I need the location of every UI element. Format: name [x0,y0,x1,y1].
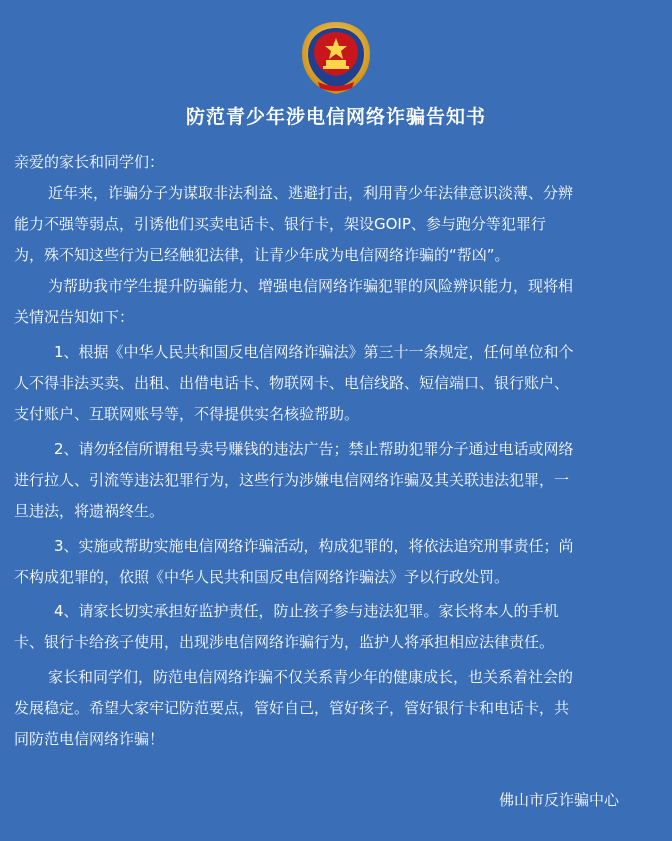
signature: 佛山市反诈骗中心 [499,791,620,809]
paragraph-intro [14,178,573,271]
paragraph-line: 同防范电信网络诈骗！ [14,730,165,748]
paragraph-line: 4、请家长切实承担好监护责任，防止孩子参与违法犯罪。家长将本人的手机 [54,602,559,620]
paragraph-item-3 [14,531,574,593]
paragraph-line: 近年来，诈骗分子为谋取非法利益、逃避打击，利用青少年法律意识淡薄、分辨 [48,184,574,202]
paragraph-line: 关情况告知如下： [14,308,135,326]
paragraph-line: 不构成犯罪的，依照《中华人民共和国反电信网络诈骗法》予以行政处罚。 [14,568,510,586]
police-emblem-icon [296,18,376,98]
paragraph-line: 卡、银行卡给孩子使用，出现涉电信网络诈骗行为，监护人将承担相应法律责任。 [14,633,555,651]
paragraph-line: 2、请勿轻信所谓租号卖号赚钱的违法广告；禁止帮助犯罪分子通过电话或网络 [54,440,574,458]
paragraph-purpose [14,271,573,333]
paragraph-line: 旦违法，将遗祸终生。 [14,502,165,520]
paragraph-line: 支付账户、互联网账号等，不得提供实名核验帮助。 [14,405,360,423]
paragraph-item-2 [14,434,574,527]
paragraph-line: 人不得非法买卖、出租、出借电话卡、物联网卡、电信线路、短信端口、银行账户、 [14,374,570,392]
paragraph-line: 发展稳定。希望大家牢记防范要点，管好自己，管好孩子，管好银行卡和电话卡，共 [14,699,570,717]
paragraph-line: 能力不强等弱点，引诱他们买卖电话卡、银行卡，架设GOIP、参与跑分等犯罪行 [14,215,546,233]
emblem-container [0,18,672,98]
paragraph-item-1 [14,337,574,430]
paragraph-line: 3、实施或帮助实施电信网络诈骗活动，构成犯罪的，将依法追究刑事责任；尚 [54,537,574,555]
paragraph-line: 为帮助我市学生提升防骗能力、增强电信网络诈骗犯罪的风险辨识能力，现将相 [48,277,574,295]
paragraph-line: 进行拉人、引流等违法犯罪行为，这些行为涉嫌电信网络诈骗及其关联违法犯罪，一 [14,471,570,489]
paragraph-line: 1、根据《中华人民共和国反电信网络诈骗法》第三十一条规定，任何单位和个 [54,343,574,361]
salutation: 亲爱的家长和同学们： [14,153,165,171]
paragraph-closing [14,662,573,755]
paragraph-line: 为，殊不知这些行为已经触犯法律，让青少年成为电信网络诈骗的“帮凶”。 [14,246,510,264]
notice-title: 防范青少年涉电信网络诈骗告知书 [185,106,486,128]
paragraph-line: 家长和同学们，防范电信网络诈骗不仅关系青少年的健康成长，也关系着社会的 [48,668,574,686]
paragraph-item-4 [14,596,559,658]
